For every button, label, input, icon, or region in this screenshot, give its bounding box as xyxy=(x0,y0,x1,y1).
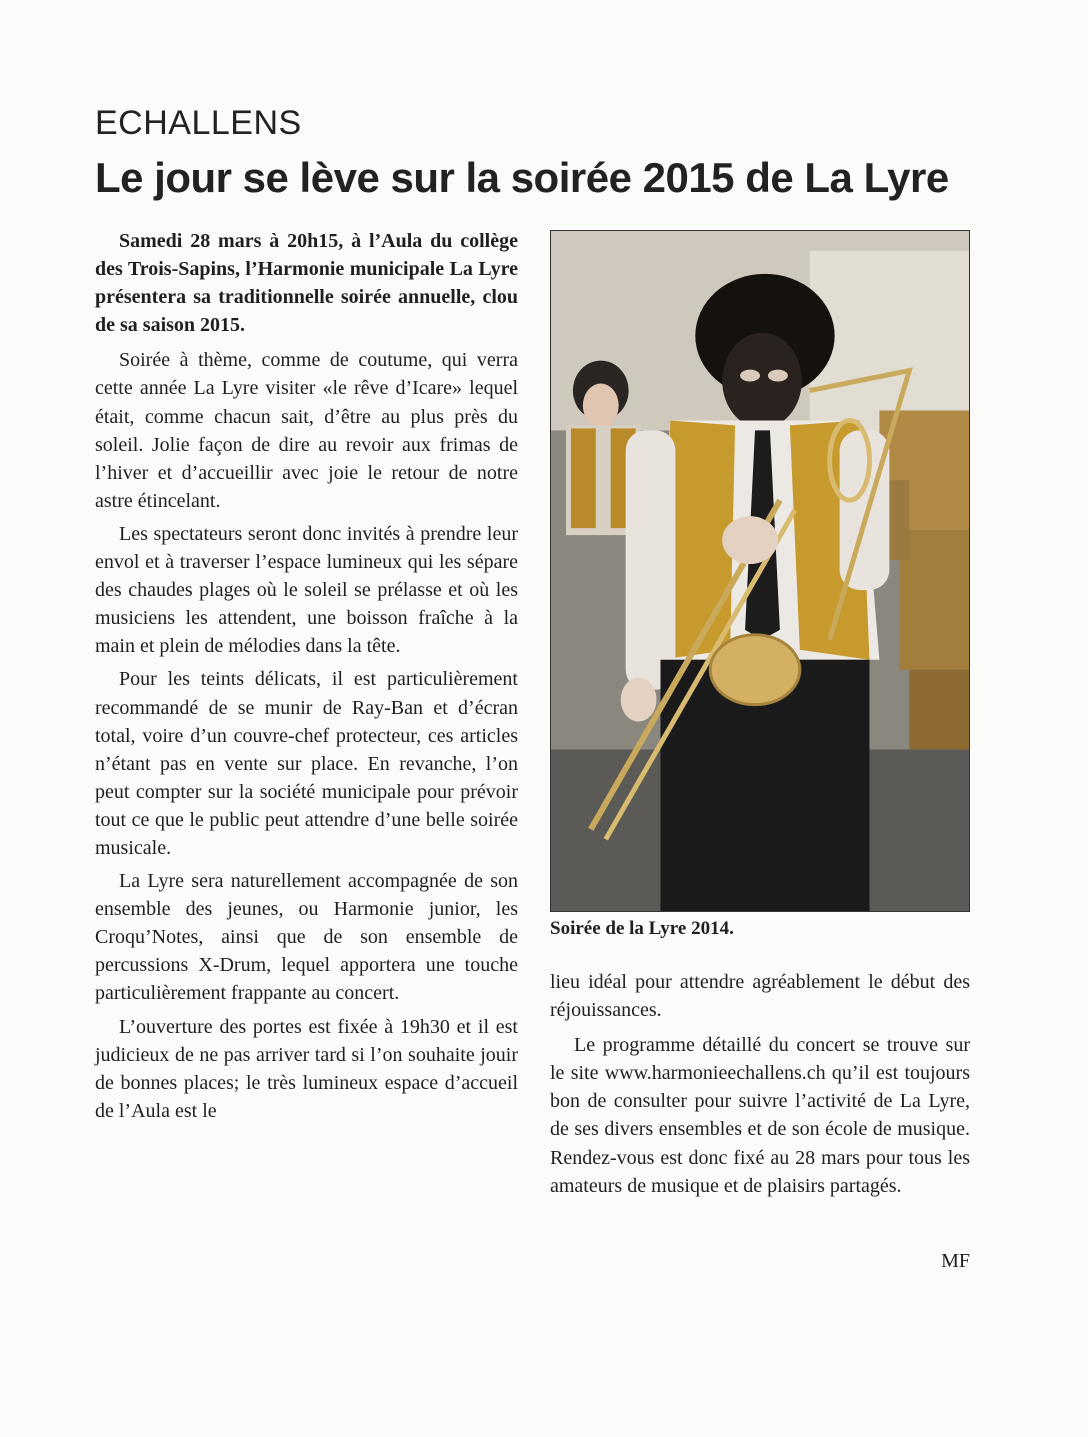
article-paragraph: Pour les teints délicats, il est particulièrement recommandé de se munir de Ray-Ban et d’écran total, voire d’un couvre-chef protecteur, ces articles n’étant pas en vente sur place. En revanche, l’on peut compter sur la société municipale pour prévoir tout ce que le public peut attendre d’une belle soirée musicale. xyxy=(95,668,518,859)
section-kicker: ECHALLENS xyxy=(95,104,302,142)
article-paragraph: L’ouverture des portes est fixée à 19h30 et il est judicieux de ne pas arriver tard si l’on souhaite jouir de bonnes places; le très lumineux espace d’accueil de l’Aula est le xyxy=(95,1015,518,1122)
author-signature: MF xyxy=(941,1250,970,1272)
article-paragraph: Le programme détaillé du concert se trouve sur le site www.harmonieechallens.ch qu’il est toujours bon de consulter pour suivre l’activité de La Lyre, de ses divers ensembles et de son école de musique. Rendez-vous est donc fixé au 28 mars pour tous les amateurs de musique et de plaisirs partagés. xyxy=(550,1034,970,1197)
article-paragraph: lieu idéal pour attendre agréablement le début des réjouissances. xyxy=(550,971,970,1022)
article-photo xyxy=(550,230,970,912)
article-paragraph: Les spectateurs seront donc invités à prendre leur envol et à traverser l’espace lumineux qui les sépare des chaudes plages où le soleil se prélasse et où les musiciens les attendent, une boisson fraîche à la main et plein de mélodies dans la tête. xyxy=(95,522,518,658)
article-paragraph: Soirée à thème, comme de coutume, qui verra cette année La Lyre visiter «le rêve d’Icare» lequel était, comme chacun sait, d’être au plus près du soleil. Jolie façon de dire au revoir aux frimas de l’hiver et d’accueillir avec joie le retour de notre astre étincelant. xyxy=(95,349,518,512)
article-headline: Le jour se lève sur la soirée 2015 de La Lyre xyxy=(95,154,949,201)
article-lead: Samedi 28 mars à 20h15, à l’Aula du collège des Trois-Sapins, l’Harmonie municipale La Lyre présentera sa traditionnelle soirée annuelle, clou de sa saison 2015. xyxy=(95,230,518,337)
photo-caption: Soirée de la Lyre 2014. xyxy=(550,918,734,939)
article-left-column xyxy=(95,227,518,1130)
article-paragraph: La Lyre sera naturellement accompagnée de son ensemble des jeunes, ou Harmonie junior, les Croqu’Notes, ainsi que de son ensemble de percussions X-Drum, lequel apportera une touche particulièrement frappante au concert. xyxy=(95,870,518,1005)
article-right-column xyxy=(550,968,970,1207)
